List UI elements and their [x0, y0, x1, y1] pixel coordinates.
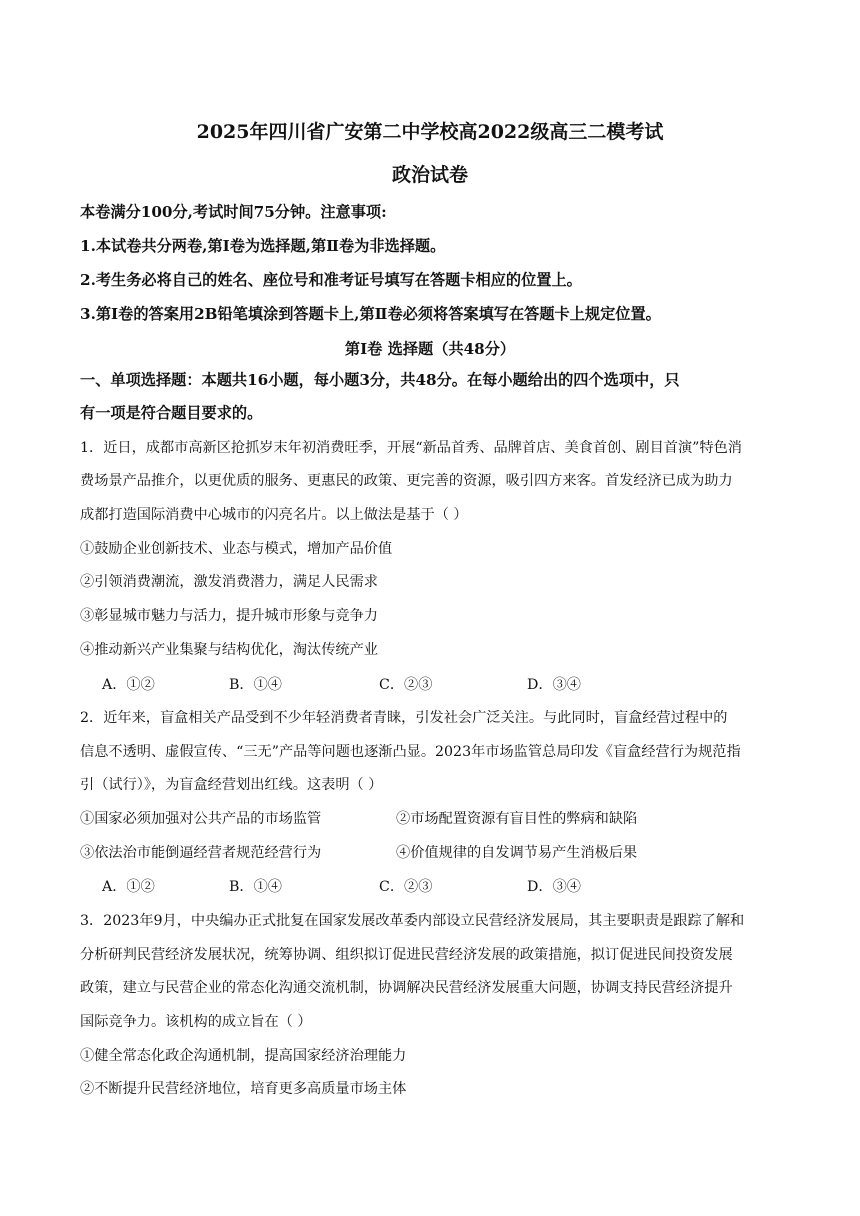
q3-statement-1: ①健全常态化政企沟通机制，提高国家经济治理能力 — [80, 1048, 407, 1064]
q2-stem-line-2: 信息不透明、虚假宣传、“三无”产品等问题也逐渐凸显。2023年市场监管总局印发《盲盒经营行为规范指 — [80, 744, 741, 760]
q3-stem-line-1: 3．2023年9月，中央编办正式批复在国家发展改革委内部设立民营经济发展局，其主要职责是跟踪了解和 — [80, 913, 745, 929]
note-1: 1.本试卷共分两卷,第Ⅰ卷为选择题,第Ⅱ卷为非选择题。 — [80, 237, 446, 255]
q2-statement-4: ④价值规律的自发调节易产生消极后果 — [396, 845, 638, 861]
exam-title: 2025年四川省广安第二中学校高2022级高三二模考试 — [196, 121, 664, 143]
q1-stem-line-2: 费场景产品推介，以更优质的服务、更惠民的政策、更完善的资源，吸引四方来客。首发经济已成为助力 — [80, 473, 733, 489]
exam-subtitle: 政治试卷 — [391, 164, 468, 186]
q1-statement-2: ②引领消费潮流，激发消费潜力，满足人民需求 — [80, 574, 378, 590]
q3-statement-2: ②不断提升民营经济地位，培育更多高质量市场主体 — [80, 1081, 407, 1097]
q1-option-a: A．①② — [102, 677, 155, 693]
q1-option-d: D．③④ — [527, 677, 581, 693]
q1-stem-line-1: 1．近日，成都市高新区抢抓岁末年初消费旺季，开展“新品首秀、品牌首店、美食首创、剧目首演”特色消 — [80, 440, 742, 456]
q1-statement-3: ③彰显城市魅力与活力，提升城市形象与竞争力 — [80, 608, 378, 624]
q2-option-a: A．①② — [102, 879, 155, 895]
note-2: 2.考生务必将自己的姓名、座位号和准考证号填写在答题卡相应的位置上。 — [80, 271, 582, 289]
q3-stem-line-3: 政策，建立与民营企业的常态化沟通交流机制，协调解决民营经济发展重大问题，协调支持民营经济提升 — [80, 980, 733, 996]
q2-stem-line-3: 引（试行）》，为盲盒经营划出红线。这表明（ ） — [80, 777, 383, 793]
section-title: 第Ⅰ卷 选择题（共48分） — [344, 340, 516, 358]
q1-statement-1: ①鼓励企业创新技术、业态与模式，增加产品价值 — [80, 541, 393, 557]
section-instruction-2: 有一项是符合题目要求的。 — [80, 404, 263, 422]
section-instruction-1: 一、单项选择题：本题共16小题，每小题3分，共48分。在每小题给出的四个选项中，只 — [80, 371, 680, 389]
q2-option-c: C．②③ — [379, 879, 433, 895]
note-3: 3.第Ⅰ卷的答案用2B铅笔填涂到答题卡上,第Ⅱ卷必须将答案填写在答题卡上规定位置。 — [80, 305, 661, 323]
q1-stem-line-3: 成都打造国际消费中心城市的闪亮名片。以上做法是基于（ ） — [80, 507, 468, 523]
q1-statement-4: ④推动新兴产业集聚与结构优化，淘汰传统产业 — [80, 642, 378, 658]
q2-statement-3: ③依法治市能倒逼经营者规范经营行为 — [80, 845, 322, 861]
q1-option-b: B．①④ — [229, 677, 282, 693]
q2-option-b: B．①④ — [229, 879, 282, 895]
q2-statement-2: ②市场配置资源有盲目性的弊病和缺陷 — [396, 811, 638, 827]
q2-statement-1: ①国家必须加强对公共产品的市场监管 — [80, 811, 322, 827]
q1-option-c: C．②③ — [379, 677, 433, 693]
notes-intro: 本卷满分100分,考试时间75分钟。注意事项: — [80, 203, 387, 221]
q2-option-d: D．③④ — [527, 879, 581, 895]
q3-stem-line-2: 分析研判民营经济发展状况，统筹协调、组织拟订促进民营经济发展的政策措施，拟订促进民间投资发展 — [80, 947, 733, 963]
q2-stem-line-1: 2．近年来，盲盒相关产品受到不少年轻消费者青睐，引发社会广泛关注。与此同时，盲盒经营过程中的 — [80, 710, 728, 726]
q3-stem-line-4: 国际竞争力。该机构的成立旨在（ ） — [80, 1014, 312, 1030]
